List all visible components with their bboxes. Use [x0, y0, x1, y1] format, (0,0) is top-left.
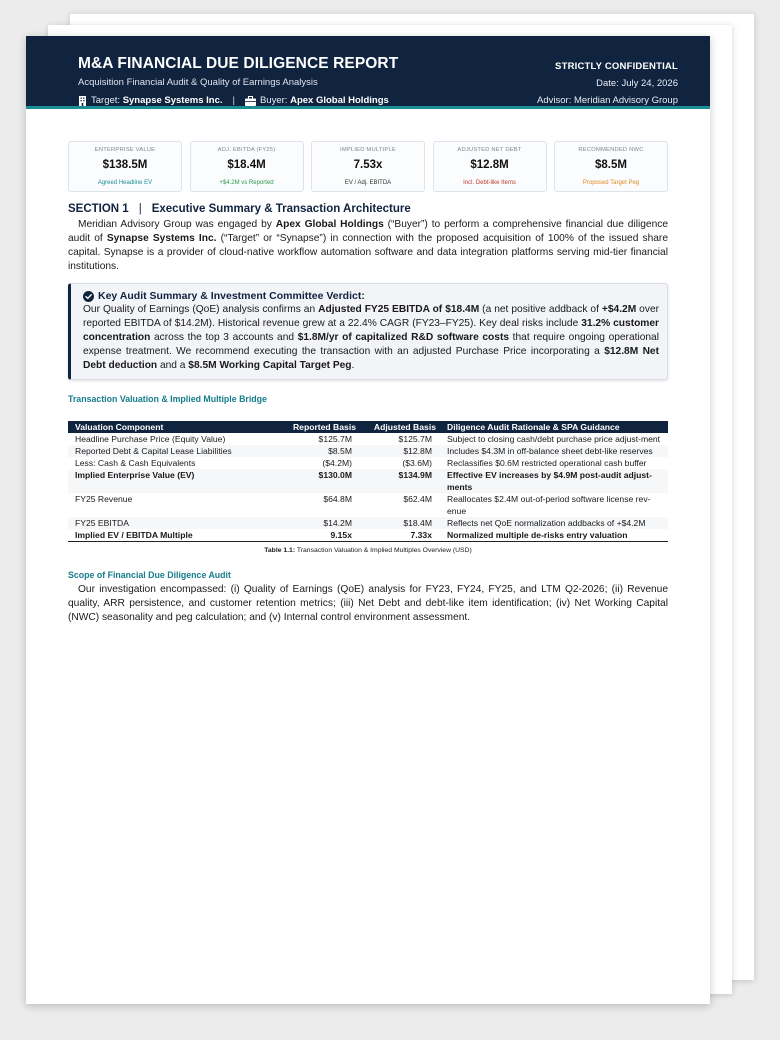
component-cell: FY25 EBITDA — [68, 517, 276, 529]
section-number: SECTION 1 — [68, 203, 129, 215]
kpi-card — [311, 141, 425, 192]
callout-title-row — [83, 289, 659, 303]
emphasis-text: +$4.2M — [601, 304, 637, 315]
deal-parties — [78, 95, 389, 106]
rationale-cell: Effective EV increases by $4.9M post-audit adjust-ments — [440, 469, 668, 493]
kpi-note: Incl. Debt-like Items — [463, 180, 516, 186]
paragraph-text: Our Quality of Earnings (QoE) analysis confirms an — [83, 304, 319, 315]
rationale-cell: Subject to closing cash/debt purchase price adjust-ment — [447, 434, 661, 444]
caption-text: Transaction Valuation & Implied Multiples Overview (USD) — [295, 547, 472, 554]
paragraph-text: over reported EBITDA of $14.2M). Historical revenue grew at a 22.4% CAGR (FY23–FY25). Key deal risks include — [83, 304, 659, 329]
table-row — [68, 517, 668, 529]
report-body — [68, 202, 668, 625]
table-body — [68, 433, 668, 542]
column-header: Valuation Component — [68, 421, 276, 433]
adjusted-cell: $62.4M — [403, 494, 432, 504]
emphasis-text: $12.8M Net Debt deduction — [83, 346, 659, 371]
parties-separator: | — [232, 95, 235, 106]
rationale-cell: Reflects net QoE normalization addbacks of +$4.2M — [440, 517, 668, 529]
section-title: Executive Summary & Transaction Architecture — [151, 203, 411, 215]
paragraph-text: across the top 3 accounts and — [150, 332, 298, 343]
emphasis-text: Adjusted FY25 EBITDA of $18.4M — [318, 304, 480, 315]
paragraph-text: (“Target” or “Synapse”) in connection with the proposed acquisition of 100% of the issued share capital. Synapse is a provider of cloud-native workflow automation software and data integration platforms serving mid-tier financial institutions. — [68, 233, 668, 272]
caption-label: Table 1.1: — [264, 547, 296, 554]
adjusted-cell: $125.7M — [398, 434, 432, 444]
target-label: Target: — [91, 95, 121, 106]
report-page — [26, 36, 710, 1004]
report-subtitle: Acquisition Financial Audit & Quality of Earnings Analysis — [78, 77, 318, 88]
adjusted-cell: ($3.6M) — [402, 458, 432, 468]
table-row — [68, 469, 668, 493]
component-cell: Implied Enterprise Value (EV) — [68, 469, 276, 493]
kpi-label: ADJUSTED NET DEBT — [457, 147, 522, 153]
buyer-label: Buyer: — [259, 95, 288, 106]
kpi-label: RECOMMENDED NWC — [578, 147, 644, 153]
kpi-value: $12.8M — [470, 159, 509, 171]
table-caption — [68, 544, 668, 558]
kpi-value: $8.5M — [595, 159, 627, 171]
valuation-bridge-table — [68, 421, 668, 542]
emphasis-text: 31.2% customer concentration — [83, 318, 660, 343]
kpi-card — [554, 141, 668, 192]
kpi-card — [68, 141, 182, 192]
confidentiality-label: STRICTLY CONFIDENTIAL — [555, 61, 678, 72]
reported-cell: 9.15x — [276, 529, 360, 542]
reported-cell: $64.8M — [323, 494, 352, 504]
column-header: Adjusted Basis — [360, 421, 440, 433]
kpi-card — [190, 141, 304, 192]
table-row — [68, 445, 668, 457]
scope-heading: Scope of Financial Due Diligence Audit — [68, 570, 231, 580]
buyer-value: Apex Global Holdings — [290, 95, 389, 106]
rationale-cell: Normalized multiple de-risks entry valuation — [440, 529, 668, 542]
paragraph-text: . — [351, 360, 355, 371]
rationale-cell: Reclassifies $0.6M restricted operational cash buffer — [447, 458, 647, 468]
paragraph-text: (a net positive addback of — [479, 304, 602, 315]
emphasis-text: $8.5M Working Capital Target Peg — [188, 360, 352, 371]
column-header: Reported Basis — [276, 421, 360, 433]
kpi-note: +$4.2M vs Reported — [219, 180, 274, 186]
section-separator: | — [138, 203, 142, 215]
component-cell: Headline Purchase Price (Equity Value) — [75, 434, 226, 444]
reported-cell: $130.0M — [276, 469, 360, 493]
reported-cell: $14.2M — [276, 517, 360, 529]
component-cell: Implied EV / EBITDA Multiple — [68, 529, 276, 542]
adjusted-cell: 7.33x — [360, 529, 440, 542]
kpi-label: ENTERPRISE VALUE — [94, 147, 156, 153]
kpi-card — [433, 141, 547, 192]
report-header — [26, 36, 710, 109]
kpi-note: Agreed Headline EV — [97, 180, 153, 186]
building-icon — [78, 96, 87, 106]
callout-body — [83, 303, 659, 373]
emphasis-text: Synapse Systems Inc. — [106, 233, 217, 244]
kpi-note: Proposed Target Peg — [582, 180, 640, 186]
executive-summary-paragraph — [68, 218, 668, 274]
briefcase-icon — [245, 96, 256, 106]
emphasis-text: $1.8M/yr of capitalized R&D software costs — [297, 332, 509, 343]
component-cell: FY25 Revenue — [75, 494, 133, 504]
column-header: Diligence Audit Rationale & SPA Guidance — [440, 421, 668, 433]
table-row — [68, 433, 668, 445]
paragraph-text: that require ongoing operational expense treatment. We recommend executing the transaction with an adjusted Purchase Price incorporating a — [83, 332, 659, 357]
kpi-label: IMPLIED MULTIPLE — [340, 147, 396, 153]
rationale-cell: Includes $4.3M in off-balance sheet debt-like reserves — [440, 445, 668, 457]
reported-cell: $125.7M — [318, 434, 352, 444]
advisor-name: Advisor: Meridian Advisory Group — [537, 95, 678, 106]
kpi-strip — [68, 141, 668, 192]
paragraph-text: and a — [157, 360, 189, 371]
adjusted-cell: $18.4M — [360, 517, 440, 529]
adjusted-cell: $134.9M — [360, 469, 440, 493]
emphasis-text: Apex Global Holdings — [275, 219, 384, 230]
table-row — [68, 493, 668, 517]
kpi-value: 7.53x — [353, 159, 383, 171]
bridge-heading: Transaction Valuation & Implied Multiple Bridge — [68, 394, 267, 404]
kpi-value: $18.4M — [227, 159, 266, 171]
reported-cell: ($4.2M) — [322, 458, 352, 468]
rationale-cell: Reallocates $2.4M out-of-period software license rev-enue — [447, 494, 651, 516]
adjusted-cell: $12.8M — [360, 445, 440, 457]
section-heading — [68, 202, 668, 216]
component-cell: Reported Debt & Capital Lease Liabilities — [68, 445, 276, 457]
target-value: Synapse Systems Inc. — [122, 95, 223, 106]
table-row — [68, 529, 668, 542]
kpi-note: EV / Adj. EBITDA — [344, 180, 392, 186]
paragraph-text: Meridian Advisory Group was engaged by — [78, 219, 276, 230]
kpi-value: $138.5M — [102, 159, 148, 171]
scope-paragraph: Our investigation encompassed: (i) Quality of Earnings (QoE) analysis for FY23, FY24, FY25, and LTM Q2-2026; (ii) Revenue quality, ARR persistence, and customer retention metrics; (iii) Net Debt and debt-like item identification; (iv) Net Working Capital (NWC) seasonality and peg calculation; and (v) Internal control environment assessment. — [68, 584, 668, 623]
check-circle-icon — [83, 291, 94, 302]
paragraph-text: (“Buyer”) to perform a comprehensive financial due diligence audit of — [68, 219, 668, 244]
callout-title: Key Audit Summary & Investment Committee Verdict: — [98, 290, 365, 302]
table-row — [68, 457, 668, 469]
reported-cell: $8.5M — [276, 445, 360, 457]
report-title: M&A FINANCIAL DUE DILIGENCE REPORT — [78, 55, 399, 72]
audit-summary-callout — [68, 283, 668, 380]
report-date: Date: July 24, 2026 — [596, 78, 678, 89]
kpi-label: ADJ. EBITDA (FY25) — [217, 147, 276, 153]
component-cell: Less: Cash & Cash Equivalents — [75, 458, 196, 468]
table-header-row — [68, 421, 668, 433]
